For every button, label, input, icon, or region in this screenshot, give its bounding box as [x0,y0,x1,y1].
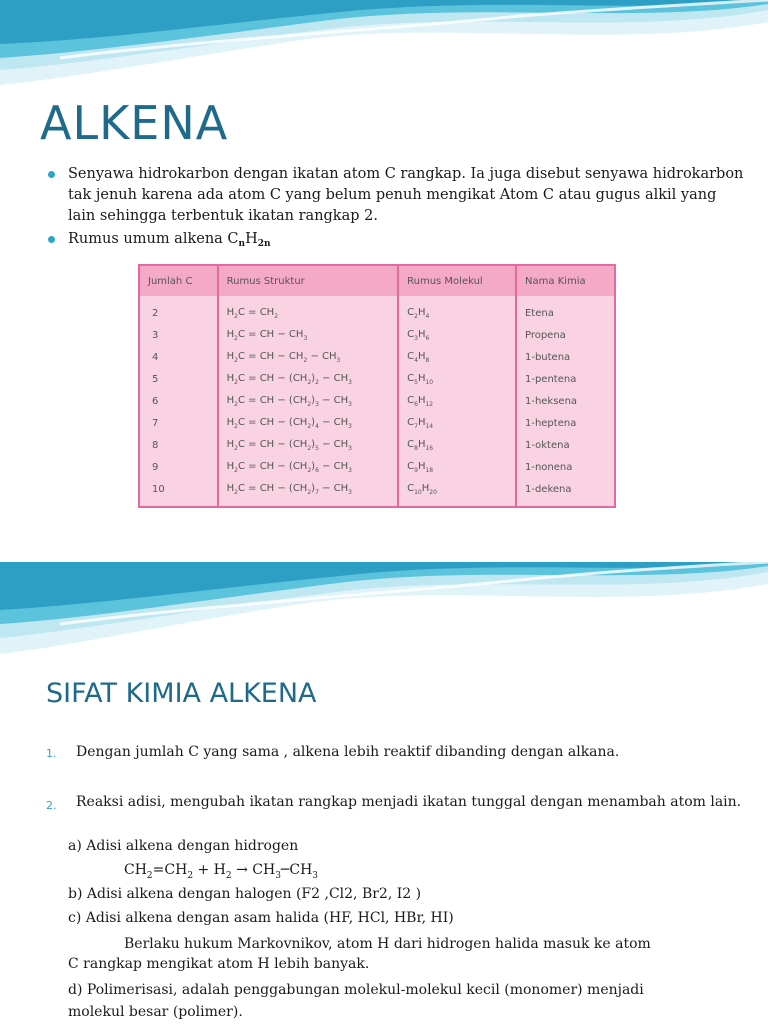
sub-item-a: a) Adisi alkena dengan hidrogen [68,838,299,854]
bullet-icon [48,171,55,178]
table-cell: 1-heksena [516,390,615,412]
table-cell: Propena [516,324,615,346]
table-body [139,296,615,507]
column-header: Rumus Molekul [398,265,516,296]
wave-decoration [0,0,768,90]
bullet-list [46,164,746,257]
section-title: SIFAT KIMIA ALKENA [46,678,317,709]
table-cell: 1-nonena [516,456,615,478]
table-cell: 7 [152,417,159,429]
table-cell: Etena [516,296,615,324]
table-cell: $C_5H_{10}$ [398,368,516,390]
table-row [139,368,615,390]
table-cell: 1-dekena [516,478,615,507]
column-header: Nama Kimia [516,265,615,296]
table-cell: $H_2C$ = CH − $(CH_2)_5 - CH_3$ [218,434,399,456]
table-cell: $C_2H_4$ [398,296,516,324]
table-row [139,478,615,507]
table-cell: $C_{10}H_{20}$ [398,478,516,507]
table-row [139,324,615,346]
table-cell: $C_7H_{14}$ [398,412,516,434]
formula-text: Rumus umum alkena $C_nH_{2n}$ [68,231,271,249]
page-title: ALKENA [40,96,229,150]
sub-item-d-cont: molekul besar (polimer). [68,1004,243,1020]
table-header-row [139,265,615,296]
markovnikov-text: Berlaku hukum Markovnikov, atom H dari hidrogen halida masuk ke atom [124,936,651,952]
sub-item-c: c) Adisi alkena dengan asam halida (HF, HCl, HBr, HI) [68,910,454,926]
table-cell: 10 [152,483,165,495]
reaction-equation: $CH_2=CH_2 + H_2$ → $CH_3─CH_3$ [124,862,319,881]
table-cell: 1-butena [516,346,615,368]
table-row [139,296,615,324]
table-cell: 6 [152,395,159,407]
column-header: Jumlah C [139,265,218,296]
table-cell: 5 [152,373,159,385]
table-row [139,456,615,478]
table-cell: $C_8H_{16}$ [398,434,516,456]
table-cell: $C_4H_8$ [398,346,516,368]
list-number: 1. [46,747,57,760]
table-cell: 1-heptena [516,412,615,434]
table-row [139,412,615,434]
alkene-table [138,264,616,508]
table-row [139,390,615,412]
list-item [46,229,746,255]
table-row [139,346,615,368]
table-cell: $H_2C$ = CH − $CH_2 - CH_3$ [218,346,399,368]
table-cell: 1-pentena [516,368,615,390]
table-cell: $H_2C$ = CH − $(CH_2)_6 - CH_3$ [218,456,399,478]
slide-sifat-kimia [0,562,768,1024]
list-number: 2. [46,799,57,812]
bullet-text: Senyawa hidrokarbon dengan ikatan atom C rangkap. Ia juga disebut senyawa hidrokarbon tak jenuh karena ada atom C yang belum penuh mengikat Atom C atau gugus alkil yang lain sehingga terbentuk ikatan rangkap 2. [68,166,744,224]
column-header: Rumus Struktur [218,265,399,296]
table-cell: 8 [152,439,159,451]
table-cell: $C_6H_{12}$ [398,390,516,412]
sub-item-d: d) Polimerisasi, adalah penggabungan molekul-molekul kecil (monomer) menjadi [68,982,644,998]
bullet-icon [48,236,55,243]
table-cell: $H_2C$ = CH − $CH_3$ [218,324,399,346]
table-cell: $H_2C$ = CH − $(CH_2)_3 - CH_3$ [218,390,399,412]
table-cell: $H_2C$ = CH − $(CH_2)_2 - CH_3$ [218,368,399,390]
table-row [139,434,615,456]
list-item [46,164,746,227]
table-cell: 1-oktena [516,434,615,456]
table-cell: $C_3H_6$ [398,324,516,346]
table-cell: $C_9H_{18}$ [398,456,516,478]
table-cell: $H_2C$ = CH − $(CH_2)_4 - CH_3$ [218,412,399,434]
table-cell: 9 [152,461,159,473]
table-cell: $H_2C = CH_2$ [218,296,399,324]
table-cell: 3 [152,329,159,341]
table-cell: 2 [152,307,159,319]
wave-decoration [0,562,768,662]
table-cell: 4 [152,351,159,363]
sub-item-b: b) Adisi alkena dengan halogen (F2 ,Cl2, Br2, I2 ) [68,886,422,902]
table-cell: $H_2C$ = CH − $(CH_2)_7 - CH_3$ [218,478,399,507]
list-item: Reaksi adisi, mengubah ikatan rangkap menjadi ikatan tunggal dengan menambah atom lain. [76,794,742,810]
markovnikov-text-cont: C rangkap mengikat atom H lebih banyak. [68,956,370,972]
list-item: Dengan jumlah C yang sama , alkena lebih reaktif dibanding dengan alkana. [76,744,620,760]
